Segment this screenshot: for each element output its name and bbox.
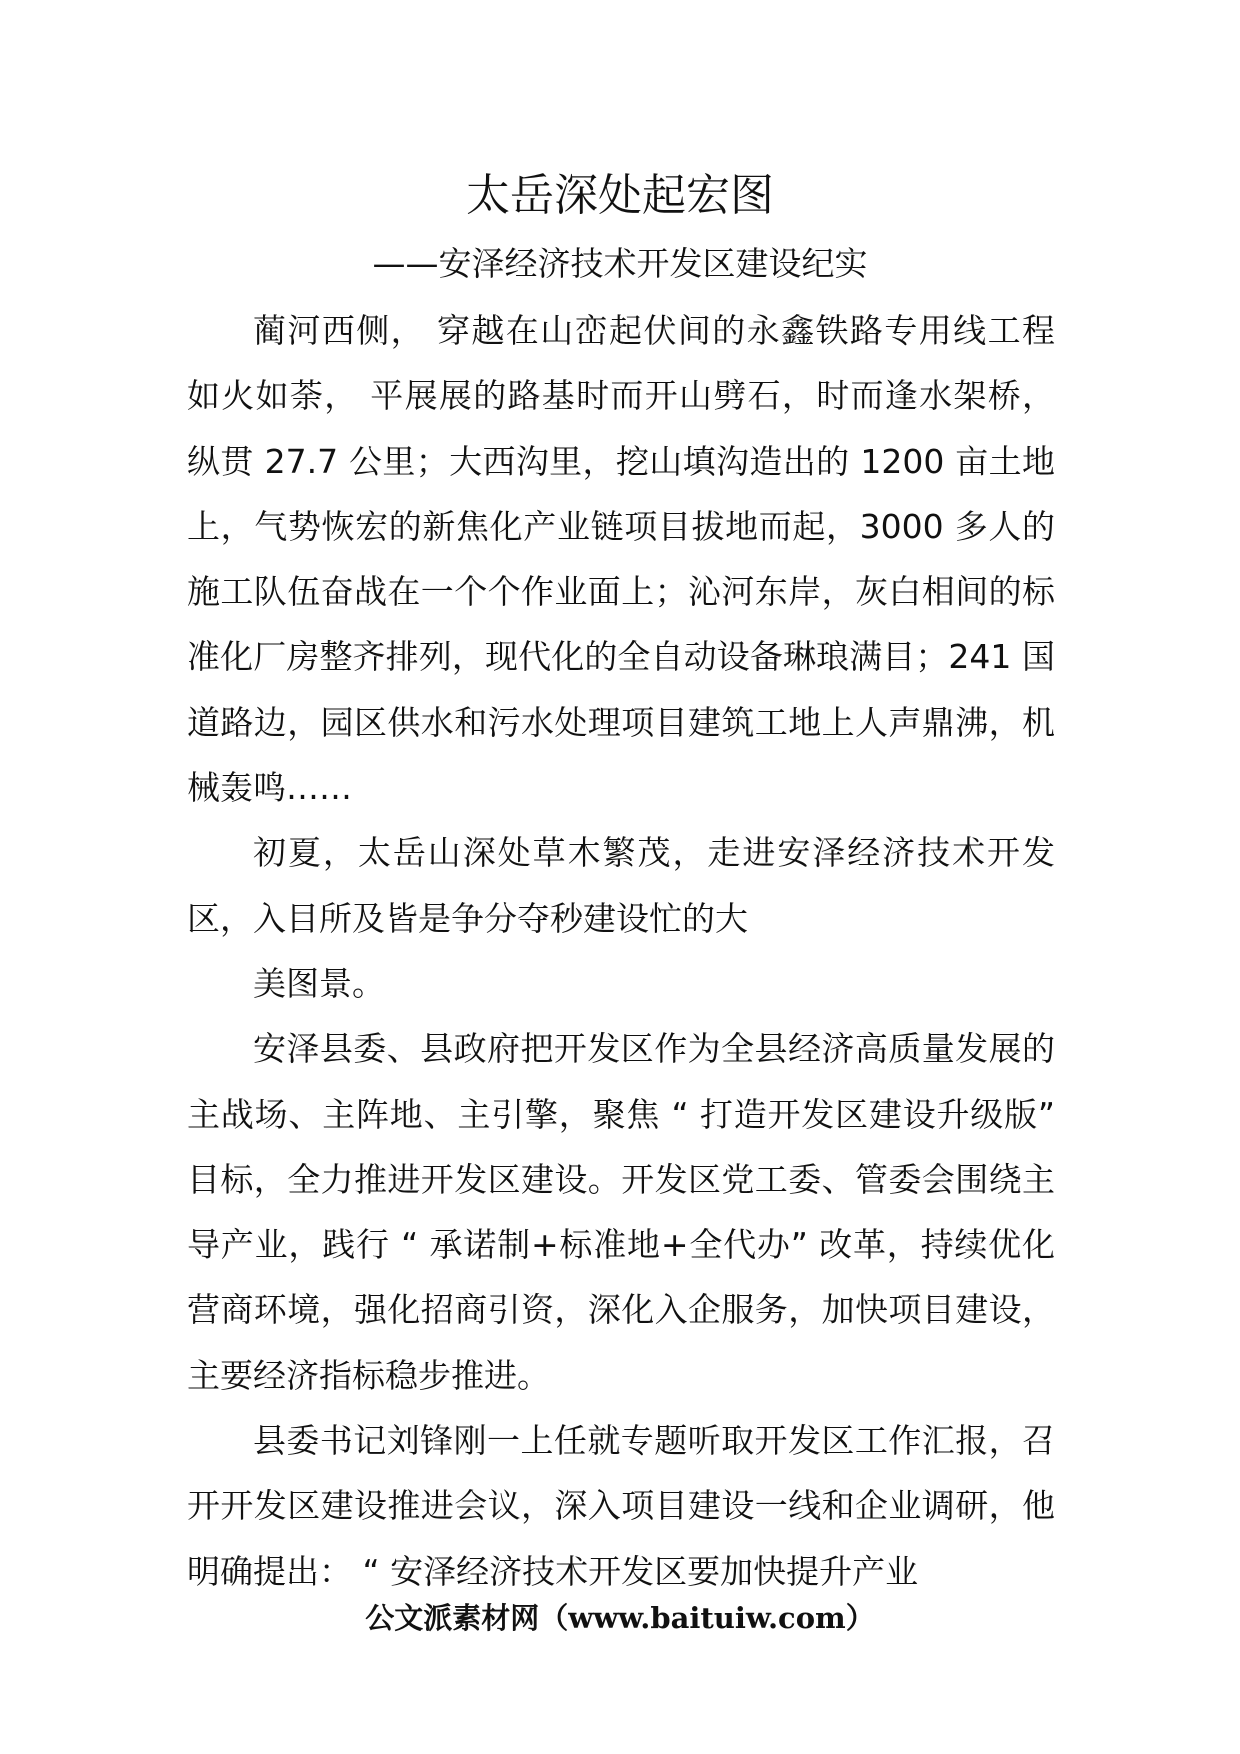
document-body	[187, 298, 1055, 1604]
paragraph: 初夏，太岳山深处草木繁茂，走进安泽经济技术开发区，入目所及皆是争分夺秒建设忙的大	[187, 833, 1055, 938]
paragraph: 安泽县委、县政府把开发区作为全县经济高质量发展的主战场、主阵地、主引擎，聚焦 “ 打造开发区建设升级版” 目标，全力推进开发区建设。开发区党工委、管委会围绕主导产业，践行 “ 承诺制+标准地+全代办” 改革，持续优化营商环境，强化招商引资，深化入企服务，加快项目建设，主要经济指标稳步推进。	[187, 1029, 1055, 1395]
paragraph: 美图景。	[253, 963, 385, 1003]
paragraph: 蔺河西侧， 穿越在山峦起伏间的永鑫铁路专用线工程如火如荼， 平展展的路基时而开山劈石，时而逢水架桥，纵贯 27.7 公里；大西沟里，挖山填沟造出的 1200 亩土地上，气势恢宏的新焦化产业链项目拔地而起，3000 多人的施工队伍奋战在一个个作业面上；沁河东岸，灰白相间的标准化厂房整齐排列，现代化的全自动设备琳琅满目；241 国道路边，园区供水和污水处理项目建筑工地上人声鼎沸，机械轰鸣……	[187, 311, 1055, 808]
footer-watermark: 公文派素材网（www.baituiw.com）	[365, 1601, 875, 1635]
paragraph: 县委书记刘锋刚一上任就专题听取开发区工作汇报，召开开发区建设推进会议，深入项目建设一线和企业调研，他明确提出： “ 安泽经济技术开发区要加快提升产业	[187, 1421, 1055, 1591]
document-subtitle: ——安泽经济技术开发区建设纪实	[372, 244, 868, 283]
document-title: 太岳深处起宏图	[466, 170, 774, 221]
